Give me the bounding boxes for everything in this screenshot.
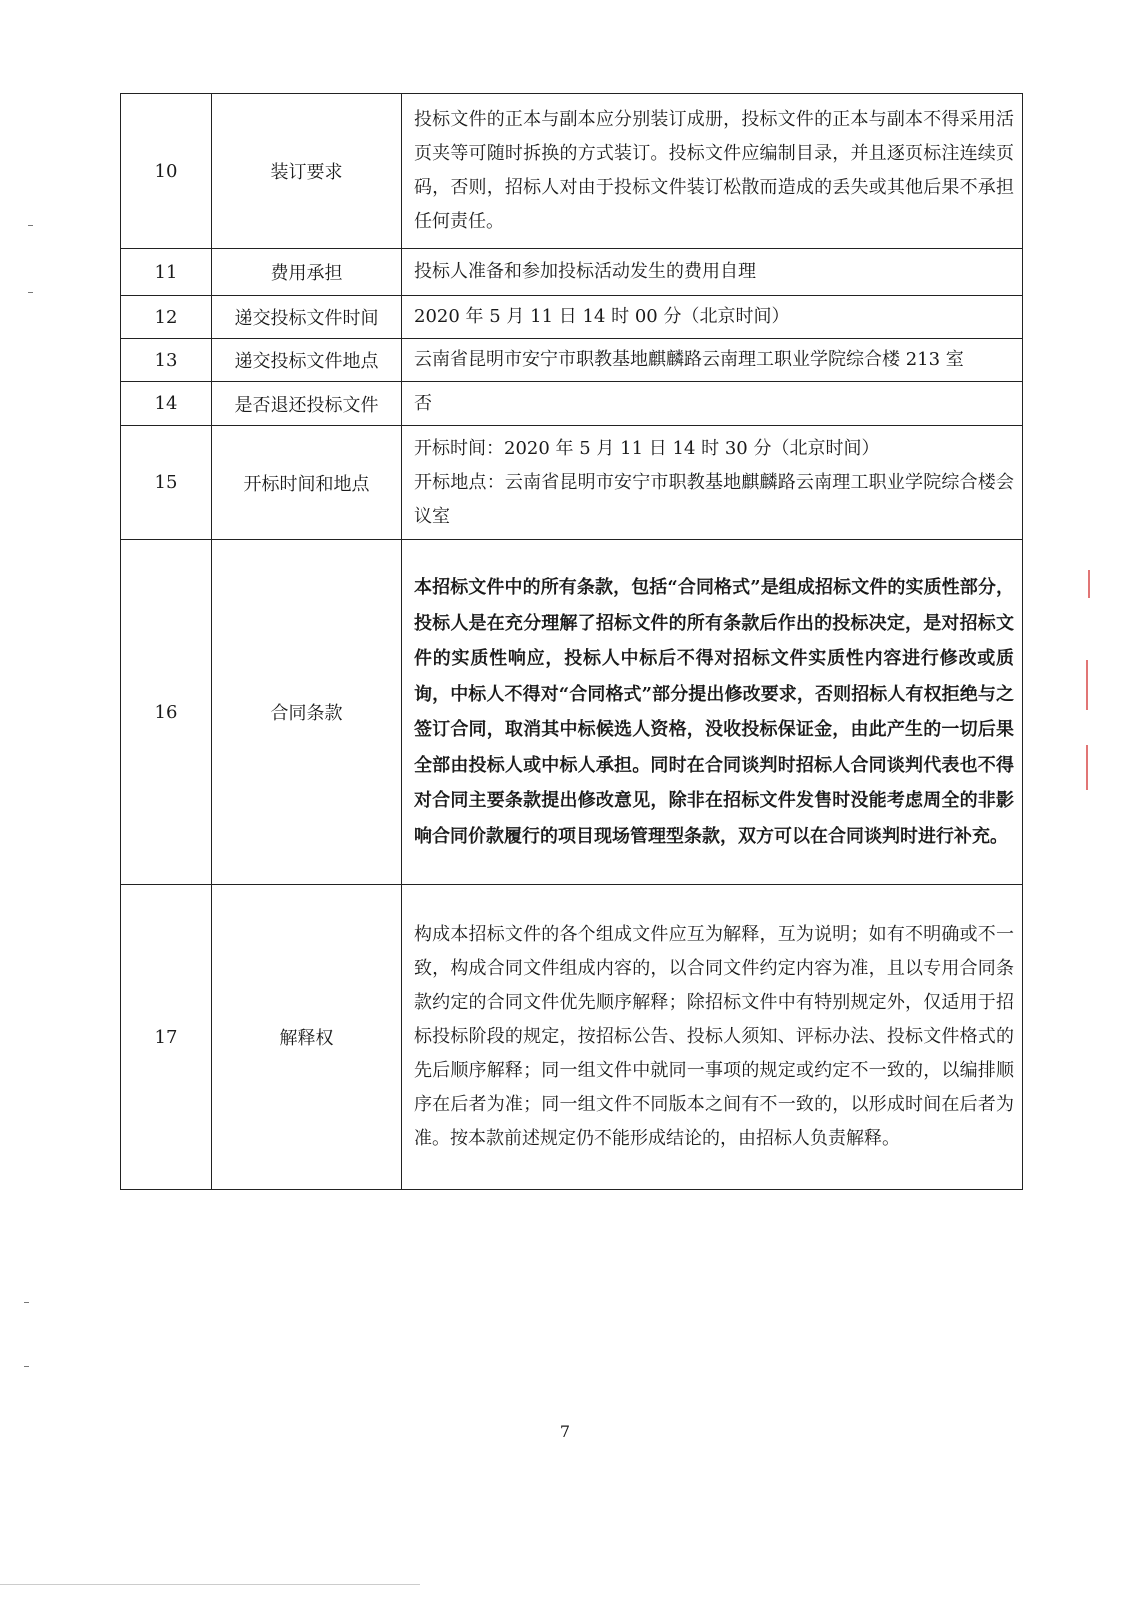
table-row: [121, 382, 1023, 426]
table-row: [121, 94, 1023, 249]
row-item: 装订要求: [212, 94, 402, 249]
content-paragraph: 开标时间：2020 年 5 月 11 日 14 时 30 分（北京时间）: [414, 437, 880, 459]
table-row: [121, 339, 1023, 382]
row-content: [402, 426, 1023, 540]
row-item: 递交投标文件地点: [212, 339, 402, 382]
row-number: 16: [121, 540, 212, 885]
scan-artifact: [24, 1366, 29, 1367]
row-item: 递交投标文件时间: [212, 296, 402, 339]
row-content: [402, 94, 1023, 249]
content-paragraph: 投标人准备和参加投标活动发生的费用自理: [414, 261, 756, 282]
content-paragraph: 投标文件的正本与副本应分别装订成册，投标文件的正本与副本不得采用活页夹等可随时拆换的方式装订。投标文件应编制目录，并且逐页标注连续页码，否则，招标人对由于投标文件装订松散而造成的丢失或其他后果不承担任何责任。: [414, 109, 1014, 232]
row-item: 开标时间和地点: [212, 426, 402, 540]
table-row: [121, 249, 1023, 296]
content-paragraph: 本招标文件中的所有条款，包括“合同格式”是组成招标文件的实质性部分，投标人是在充分理解了招标文件的所有条款后作出的投标决定，是对招标文件的实质性响应，投标人中标后不得对招标文件实质性内容进行修改或质询，中标人不得对“合同格式”部分提出修改要求，否则招标人有权拒绝与之签订合同，取消其中标候选人资格，没收投标保证金，由此产生的一切后果全部由投标人或中标人承担。同时在合同谈判时招标人合同谈判代表也不得对合同主要条款提出修改意见，除非在招标文件发售时没能考虑周全的非影响合同价款履行的项目现场管理型条款，双方可以在合同谈判时进行补充。: [414, 577, 1014, 847]
row-content: [402, 885, 1023, 1190]
content-paragraph: 构成本招标文件的各个组成文件应互为解释，互为说明；如有不明确或不一致，构成合同文件组成内容的，以合同文件约定内容为准，且以专用合同条款约定的合同文件优先顺序解释；除招标文件中有特别规定外，仅适用于招标投标阶段的规定，按招标公告、投标人须知、评标办法、投标文件格式的先后顺序解释；同一组文件中就同一事项的规定或约定不一致的，以编排顺序在后者为准；同一组文件不同版本之间有不一致的，以形成时间在后者为准。按本款前述规定仍不能形成结论的，由招标人负责解释。: [414, 924, 1014, 1149]
page-number: 7: [559, 1422, 571, 1441]
content-paragraph: 否: [414, 392, 432, 414]
table-row: [121, 296, 1023, 339]
row-item: 解释权: [212, 885, 402, 1190]
bidding-info-table: [120, 93, 1023, 1190]
scan-artifact: [28, 225, 33, 226]
content-paragraph: 开标地点：云南省昆明市安宁市职教基地麒麟路云南理工职业学院综合楼会议室: [414, 471, 1014, 527]
row-number: 10: [121, 94, 212, 249]
seal-edge-mark: [1086, 745, 1088, 790]
row-content: [402, 339, 1023, 382]
scan-artifact: [28, 292, 33, 293]
row-item: 费用承担: [212, 249, 402, 296]
seal-edge-mark: [1086, 660, 1088, 710]
seal-edge-mark: [1088, 570, 1090, 598]
content-paragraph: 云南省昆明市安宁市职教基地麒麟路云南理工职业学院综合楼 213 室: [414, 349, 964, 370]
row-content: [402, 540, 1023, 885]
table-row: [121, 885, 1023, 1190]
row-content: [402, 382, 1023, 426]
row-number: 14: [121, 382, 212, 426]
row-content: [402, 249, 1023, 296]
row-number: 13: [121, 339, 212, 382]
row-number: 15: [121, 426, 212, 540]
table-row: [121, 540, 1023, 885]
row-content: [402, 296, 1023, 339]
scan-artifact: [24, 1302, 29, 1303]
table-row: [121, 426, 1023, 540]
row-number: 12: [121, 296, 212, 339]
row-item: 合同条款: [212, 540, 402, 885]
content-paragraph: 2020 年 5 月 11 日 14 时 00 分（北京时间）: [414, 306, 790, 327]
scan-artifact: [0, 1584, 420, 1585]
row-item: 是否退还投标文件: [212, 382, 402, 426]
row-number: 17: [121, 885, 212, 1190]
row-number: 11: [121, 249, 212, 296]
